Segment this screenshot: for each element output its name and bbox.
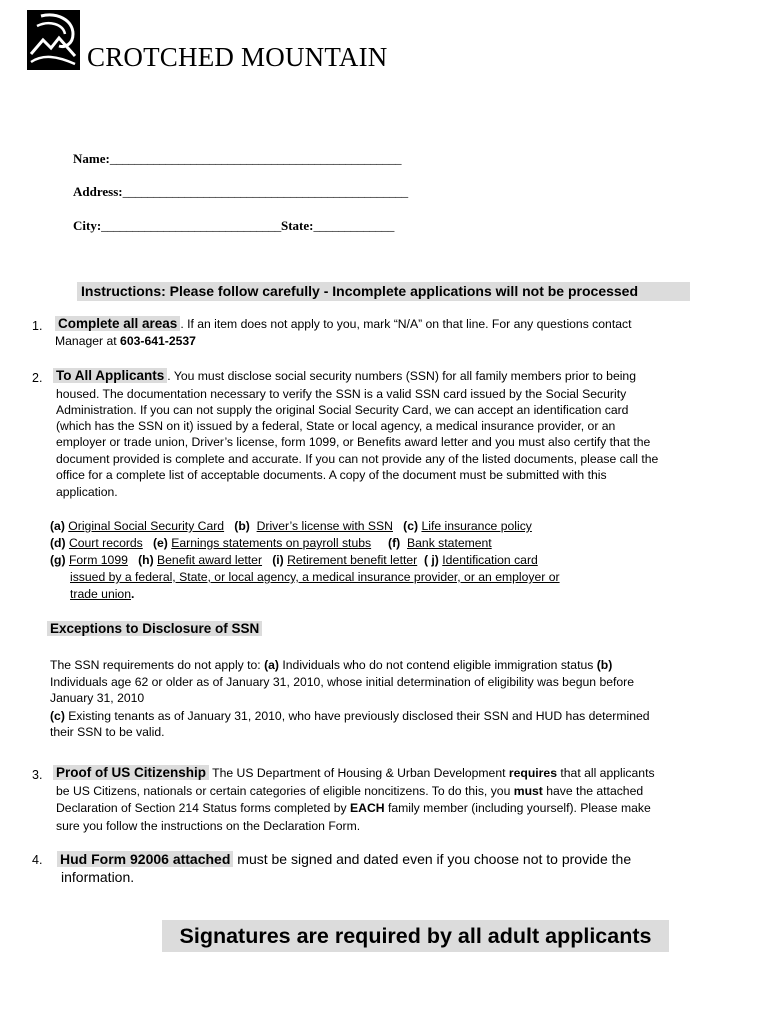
item-4-heading: Hud Form 92006 attached <box>57 851 233 867</box>
item-1-number: 1. <box>32 319 43 333</box>
address-label: Address: <box>73 184 123 199</box>
doc-h: Benefit award letter <box>157 553 263 567</box>
doc-e: Earnings statements on payroll stubs <box>171 536 372 550</box>
state-line[interactable]: _____________ <box>313 218 395 233</box>
item-3-line-1: Proof of US Citizenship The US Department of Housing & Urban Development requires that all applicants <box>53 765 655 781</box>
name-field[interactable] <box>73 151 401 167</box>
item-4-number: 4. <box>32 853 43 867</box>
docs-line-5: trade union. <box>70 587 135 601</box>
item-2-number: 2. <box>32 371 43 385</box>
city-state-field[interactable] <box>73 218 394 234</box>
city-label: City: <box>73 218 102 233</box>
instructions-title: Instructions: Please follow carefully - Incomplete applications will not be processed <box>77 282 690 301</box>
docs-line-1: (a) Original Social Security Card (b) Driver’s license with SSN (c) Life insurance policy <box>50 519 532 533</box>
doc-f: Bank statement <box>407 536 492 550</box>
item-2-line-5: employer or trade union, Driver’s license, form 1099, or Benefits award letter and you must also certify that the <box>56 435 651 449</box>
exceptions-line-5: their SSN to be valid. <box>50 725 165 739</box>
item-2-line-2: housed. The documentation necessary to verify the SSN is a valid SSN card issued by the Social Security <box>56 387 627 401</box>
mountain-logo-icon <box>27 10 80 70</box>
exceptions-line-3: January 31, 2010 <box>50 691 145 705</box>
manager-phone: 603-641-2537 <box>120 334 196 348</box>
doc-g: Form 1099 <box>68 553 128 567</box>
doc-c: Life insurance policy <box>421 519 532 533</box>
item-2-line-4: (which has the SSN on it) issued by a federal, State or local agency, a medical insurance provider, or an <box>56 419 616 433</box>
item-2-line-1: To All Applicants . You must disclose social security numbers (SSN) for all family members prior to being <box>53 368 636 384</box>
item-2-line-8: application. <box>56 485 118 499</box>
item-3-line-4: sure you follow the instructions on the Declaration Form. <box>56 819 361 833</box>
item-3-number: 3. <box>32 768 43 782</box>
address-field[interactable] <box>73 184 408 200</box>
docs-line-2: (d) Court records (e) Earnings statements on payroll stubs (f) Bank statement <box>50 536 492 550</box>
item-1-heading: Complete all areas <box>55 316 180 331</box>
exceptions-heading: Exceptions to Disclosure of SSN <box>47 621 262 636</box>
item-3-line-3: Declaration of Section 214 Status forms completed by EACH family member (including yourself). Please make <box>56 801 651 815</box>
item-3-heading: Proof of US Citizenship <box>53 765 209 780</box>
item-3-line-2: be US Citizens, nationals or certain categories of eligible noncitizens. To do this, you must have the attached <box>56 784 644 798</box>
exceptions-heading-row <box>47 621 262 637</box>
item-2-line-6: document provided is complete and accurate. If you can not provide any of the listed documents, please call the <box>56 452 659 466</box>
doc-b: Driver’s license with SSN <box>256 519 393 533</box>
doc-d: Court records <box>68 536 143 550</box>
item-2-line-3: Administration. If you can not supply the original Social Security Card, we can accept an identification card <box>56 403 629 417</box>
address-line[interactable]: ______________________________________________ <box>122 184 408 199</box>
exceptions-line-4: (c) Existing tenants as of January 31, 2010, who have previously disclosed their SSN and HUD has determined <box>50 709 650 723</box>
state-label: State: <box>280 218 314 233</box>
organization-name: CROTCHED MOUNTAIN <box>87 42 388 72</box>
name-line[interactable]: _______________________________________________ <box>109 151 402 166</box>
name-label: Name: <box>73 151 110 166</box>
docs-line-4: issued by a federal, State, or local agency, a medical insurance provider, or an employer or <box>70 570 560 584</box>
signature-notice: Signatures are required by all adult applicants <box>162 920 669 952</box>
doc-j: Identification card <box>442 553 538 567</box>
item-1-line-2: Manager at 603-641-2537 <box>55 334 196 348</box>
docs-line-3: (g) Form 1099 (h) Benefit award letter (i) Retirement benefit letter ( j) Identification card <box>50 553 538 567</box>
item-2-line-7: office for a complete list of acceptable documents. A copy of the document must be submitted with this <box>56 468 607 482</box>
logo-mark <box>27 10 80 70</box>
city-line[interactable]: _____________________________ <box>101 218 281 233</box>
exceptions-line-2: Individuals age 62 or older as of January 31, 2010, whose initial determination of eligibility was begun before <box>50 675 635 689</box>
item-4-line-2: information. <box>61 869 135 885</box>
item-1-line-1: Complete all areas . If an item does not apply to you, mark “N/A” on that line. For any questions contact <box>55 316 631 332</box>
doc-a: Original Social Security Card <box>68 519 225 533</box>
item-2-heading: To All Applicants <box>53 368 167 383</box>
exceptions-line-1: The SSN requirements do not apply to: (a) Individuals who do not contend eligible immigration status (b) <box>50 658 613 672</box>
item-4-line-1: Hud Form 92006 attached must be signed and dated even if you choose not to provide the <box>57 850 631 868</box>
doc-i: Retirement benefit letter <box>287 553 418 567</box>
